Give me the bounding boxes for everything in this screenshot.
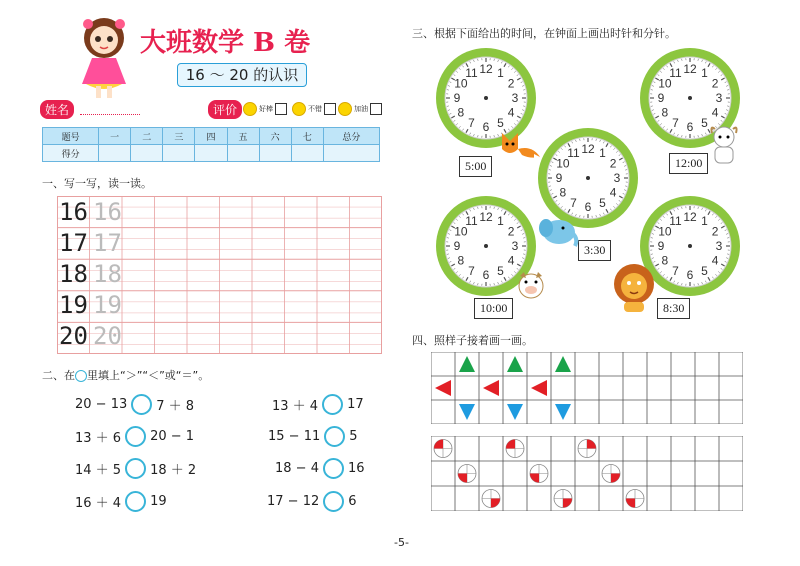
trace-number: 20 — [93, 322, 122, 350]
clock-numeral: 2 — [609, 156, 617, 171]
goat-illustration — [706, 123, 742, 169]
score-table-header — [43, 128, 380, 145]
clock-numeral: 11 — [567, 145, 580, 160]
clock-numeral: 1 — [497, 213, 504, 228]
trace-number: 19 — [93, 291, 122, 319]
eval-checkbox[interactable] — [370, 103, 382, 115]
clock-numeral: 10 — [454, 224, 468, 239]
comparison-item: 14 ＋ 5 18 ＋ 2 — [75, 458, 196, 479]
clock-numeral: 9 — [555, 171, 563, 185]
header-cell: 二 — [131, 128, 163, 145]
clock-numeral: 6 — [686, 120, 694, 134]
filled-quarter — [563, 499, 572, 508]
clock-numeral: 12 — [479, 62, 493, 76]
clock-numeral: 5 — [497, 264, 504, 279]
page-subtitle: 16 ～ 20 的认识 — [177, 63, 307, 87]
clock-numeral: 3 — [715, 91, 723, 105]
sample-number: 20 — [59, 322, 88, 350]
score-cell[interactable] — [323, 145, 379, 162]
clock-numeral: 10 — [658, 76, 672, 91]
clock-numeral: 7 — [672, 116, 679, 131]
clock-numeral: 2 — [711, 224, 719, 239]
clock-numeral: 8 — [559, 185, 567, 200]
filled-quarter — [491, 499, 500, 508]
name-field[interactable] — [80, 114, 140, 115]
clock-numeral: 7 — [468, 116, 475, 131]
clock-numeral: 8 — [661, 253, 669, 268]
filled-quarter — [506, 440, 515, 449]
clock-numeral: 10 — [454, 76, 468, 91]
header-cell: 三 — [163, 128, 195, 145]
clock-numeral: 6 — [584, 200, 592, 214]
triangle-shape — [507, 356, 523, 372]
score-cell[interactable] — [259, 145, 291, 162]
clock-numeral: 5 — [599, 196, 606, 211]
answer-circle[interactable] — [131, 394, 152, 415]
clock-numeral: 1 — [599, 145, 606, 160]
comparison-item: 20 − 13 7 ＋ 8 — [75, 394, 194, 415]
filled-quarter — [611, 474, 620, 483]
clock-numeral: 11 — [465, 213, 478, 228]
triangle-shape — [531, 380, 547, 396]
answer-circle[interactable] — [323, 458, 344, 479]
comparison-item: 13 ＋ 4 17 — [272, 394, 364, 415]
girl-illustration — [76, 14, 132, 102]
section-3-title: 三、根据下面给出的时间，在钟面上画出时针和分针。 — [412, 27, 676, 40]
clock-numeral: 9 — [453, 239, 461, 253]
score-table-row — [43, 145, 380, 162]
clock-numeral: 8 — [457, 105, 465, 120]
comparison-item: 17 − 12 6 — [267, 491, 357, 512]
triangle-shape — [435, 380, 451, 396]
sample-number: 16 — [59, 198, 88, 226]
clock-numeral: 12 — [581, 142, 595, 156]
page-number: -5- — [394, 536, 409, 549]
header-cell: 四 — [195, 128, 227, 145]
page-title: 大班数学 B 卷 — [140, 28, 311, 58]
clock-numeral: 6 — [686, 268, 694, 282]
clock-numeral: 7 — [468, 264, 475, 279]
clock-numeral: 9 — [657, 91, 665, 105]
clock-numeral: 3 — [613, 171, 621, 185]
clock-numeral: 11 — [669, 213, 682, 228]
clock-numeral: 3 — [511, 91, 519, 105]
clock-numeral: 2 — [711, 76, 719, 91]
clock-numeral: 1 — [701, 65, 708, 80]
evaluation-label: 评价 — [208, 100, 242, 119]
clock-numeral: 4 — [609, 185, 617, 200]
filled-quarter — [587, 440, 596, 449]
clock-numeral: 7 — [672, 264, 679, 279]
eval-option-great[interactable]: 好棒 — [243, 102, 287, 116]
elephant-illustration — [537, 214, 579, 248]
header-cell: 一 — [99, 128, 131, 145]
clock-numeral: 3 — [511, 239, 519, 253]
sample-number: 17 — [59, 229, 88, 257]
circle-icon — [75, 370, 87, 382]
answer-circle[interactable] — [323, 491, 344, 512]
score-cell[interactable] — [227, 145, 259, 162]
clock-numeral: 6 — [482, 120, 490, 134]
clock-numeral: 10 — [556, 156, 570, 171]
header-cell: 七 — [291, 128, 323, 145]
triangle-shape — [555, 356, 571, 372]
clock-numeral: 1 — [701, 213, 708, 228]
header-cell: 题号 — [43, 128, 99, 145]
trace-number: 16 — [93, 198, 122, 226]
triangle-shape — [483, 380, 499, 396]
section-4-title: 四、照样子接着画一画。 — [412, 334, 533, 347]
score-cell[interactable] — [195, 145, 227, 162]
clock-center — [586, 176, 590, 180]
clock-numeral: 5 — [701, 264, 708, 279]
filled-quarter — [530, 474, 539, 483]
header-cell: 六 — [259, 128, 291, 145]
trace-number: 17 — [93, 229, 122, 257]
filled-quarter — [458, 474, 467, 483]
comparison-item: 18 − 4 16 — [275, 458, 365, 479]
clock-center — [484, 244, 488, 248]
sample-number: 18 — [59, 260, 88, 288]
triangle-shape — [459, 356, 475, 372]
lion-illustration — [610, 262, 658, 314]
eval-checkbox[interactable] — [275, 103, 287, 115]
smiley-icon — [292, 102, 306, 116]
triangle-shape — [507, 404, 523, 420]
score-table — [42, 127, 380, 162]
clock-numeral: 8 — [661, 105, 669, 120]
comparison-item: 13 ＋ 6 20 − 1 — [75, 426, 194, 447]
fox-illustration — [496, 125, 542, 165]
time-label: 12:00 — [669, 153, 708, 174]
time-label: 5:00 — [459, 156, 492, 177]
score-cell[interactable] — [131, 145, 163, 162]
clock-center — [484, 96, 488, 100]
clock-center — [688, 244, 692, 248]
section-1-title: 一、写一写，读一读。 — [42, 177, 152, 190]
time-label: 10:00 — [474, 298, 513, 319]
clock-numeral: 9 — [453, 91, 461, 105]
clock-numeral: 9 — [657, 239, 665, 253]
score-row-label: 得分 — [43, 145, 99, 162]
triangle-shape — [555, 404, 571, 420]
clock-numeral: 4 — [507, 253, 515, 268]
smiley-icon — [243, 102, 257, 116]
score-cell[interactable] — [163, 145, 195, 162]
name-label: 姓名 — [40, 100, 74, 119]
clock-numeral: 12 — [683, 62, 697, 76]
comparison-item: 15 − 11 5 — [268, 426, 358, 447]
sample-number: 19 — [59, 291, 88, 319]
comparison-item: 16 ＋ 4 19 — [75, 491, 167, 512]
clock-numeral: 7 — [570, 196, 577, 211]
header-cell: 五 — [227, 128, 259, 145]
clock-numeral: 4 — [711, 105, 719, 120]
answer-circle[interactable] — [125, 426, 146, 447]
score-cell[interactable] — [291, 145, 323, 162]
eval-option-try[interactable]: 加油 — [338, 102, 382, 116]
eval-checkbox[interactable] — [324, 103, 336, 115]
clock-numeral: 5 — [497, 116, 504, 131]
pattern-grid-circles[interactable] — [431, 436, 743, 511]
clock-numeral: 12 — [683, 210, 697, 224]
clock-numeral: 3 — [715, 239, 723, 253]
pattern-grid-triangles[interactable] — [431, 352, 743, 424]
smiley-icon — [338, 102, 352, 116]
eval-option-good[interactable]: 不错 — [292, 102, 336, 116]
section-2-title: 二、在 里填上“＞”“＜”或“＝”。 — [42, 369, 210, 382]
header-cell: 总分 — [323, 128, 379, 145]
clock-numeral: 1 — [497, 65, 504, 80]
clock-numeral: 12 — [479, 210, 493, 224]
triangle-shape — [459, 404, 475, 420]
sample-numbers — [59, 196, 129, 354]
time-label: 8:30 — [657, 298, 690, 319]
filled-quarter — [626, 499, 635, 508]
clock-numeral: 4 — [507, 105, 515, 120]
clock-numeral: 11 — [465, 65, 478, 80]
clock-numeral: 10 — [658, 224, 672, 239]
filled-quarter — [434, 440, 443, 449]
clock-exercise — [420, 40, 790, 320]
clock-numeral: 2 — [507, 224, 515, 239]
clock-center — [688, 96, 692, 100]
pig-illustration — [512, 270, 550, 304]
clock-numeral: 11 — [669, 65, 682, 80]
clock-numeral: 2 — [507, 76, 515, 91]
clock-numeral: 5 — [701, 116, 708, 131]
clock-numeral: 6 — [482, 268, 490, 282]
answer-circle[interactable] — [125, 458, 146, 479]
clock-numeral: 8 — [457, 253, 465, 268]
answer-circle[interactable] — [322, 394, 343, 415]
time-label: 3:30 — [578, 240, 611, 261]
answer-circle[interactable] — [324, 426, 345, 447]
answer-circle[interactable] — [125, 491, 146, 512]
clock-numeral: 4 — [711, 253, 719, 268]
score-cell[interactable] — [99, 145, 131, 162]
trace-number: 18 — [93, 260, 122, 288]
